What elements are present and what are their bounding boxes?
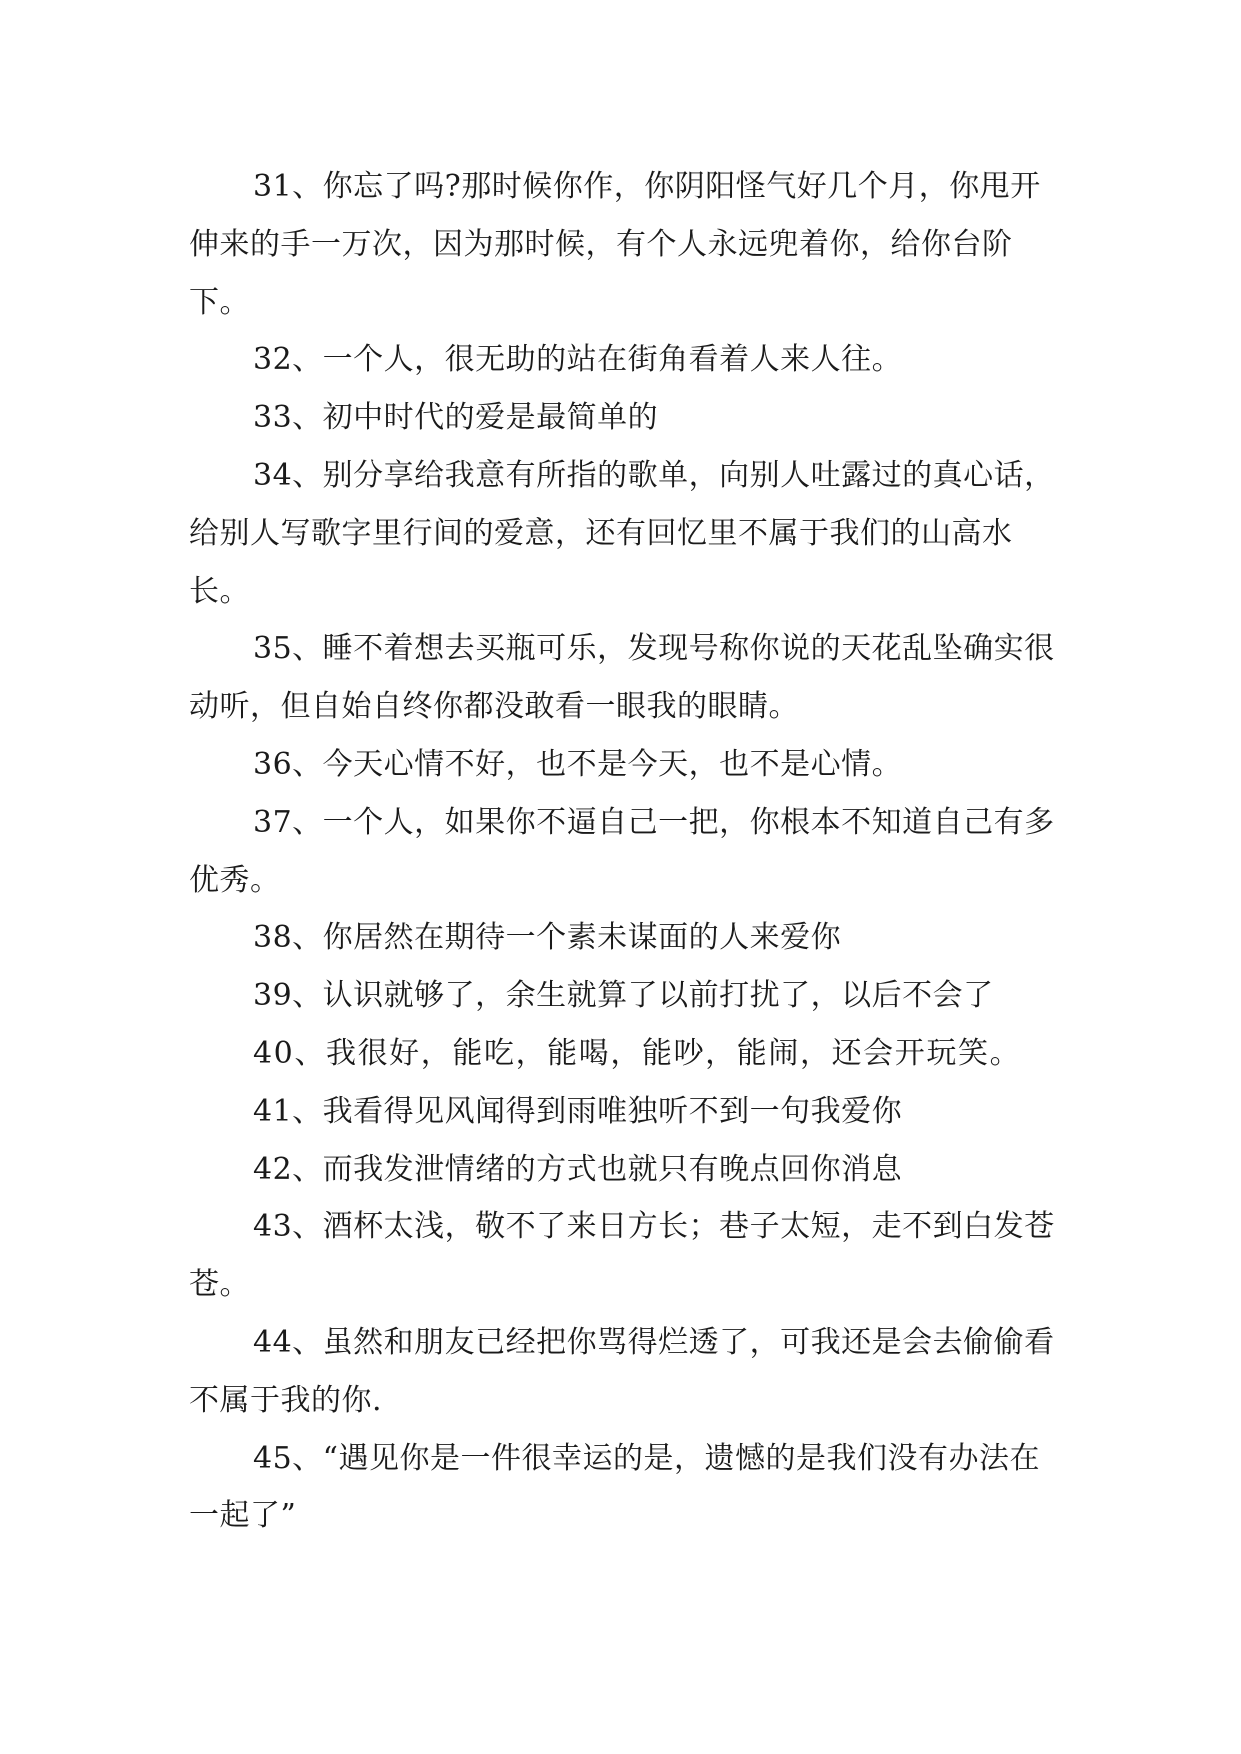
- paragraph-40: 40、我很好，能吃，能喝，能吵，能闹，还会开玩笑。: [253, 1035, 1022, 1071]
- paragraph-44: 44、虽然和朋友已经把你骂得烂透了，可我还是会去偷偷看不属于我的你.: [189, 1324, 1055, 1418]
- paragraph-31: 31、你忘了吗?那时候你作，你阴阳怪气好几个月，你甩开伸来的手一万次，因为那时候，有个人永远兜着你，给你台阶下。: [189, 169, 1041, 320]
- paragraph-45: 45、“遇见你是一件很幸运的是，遗憾的是我们没有办法在一起了”: [189, 1440, 1041, 1534]
- paragraph-36: 36、今天心情不好，也不是今天，也不是心情。: [253, 746, 903, 782]
- paragraph-39: 39、认识就够了，余生就算了以前打扰了，以后不会了: [253, 978, 994, 1014]
- paragraph-38: 38、你居然在期待一个素未谋面的人来爱你: [253, 920, 842, 956]
- paragraph-34: 34、别分享给我意有所指的歌单，向别人吐露过的真心话，给别人写歌字里行间的爱意，还有回忆里不属于我们的山高水长。: [189, 457, 1055, 609]
- document-body: [189, 158, 1057, 1545]
- paragraph-35: 35、睡不着想去买瓶可乐，发现号称你说的天花乱坠确实很动听，但自始自终你都没敢看一眼我的眼睛。: [189, 631, 1055, 725]
- paragraph-41: 41、我看得见风闻得到雨唯独听不到一句我爱你: [253, 1093, 903, 1129]
- paragraph-32: 32、一个人，很无助的站在街角看着人来人往。: [253, 342, 903, 378]
- paragraph-43: 43、酒杯太浅，敬不了来日方长；巷子太短，走不到白发苍苍。: [189, 1209, 1055, 1303]
- paragraph-37: 37、一个人，如果你不逼自己一把，你根本不知道自己有多优秀。: [189, 804, 1055, 898]
- paragraph-42: 42、而我发泄情绪的方式也就只有晚点回你消息: [253, 1151, 903, 1187]
- paragraph-33: 33、初中时代的爱是最简单的: [253, 400, 659, 436]
